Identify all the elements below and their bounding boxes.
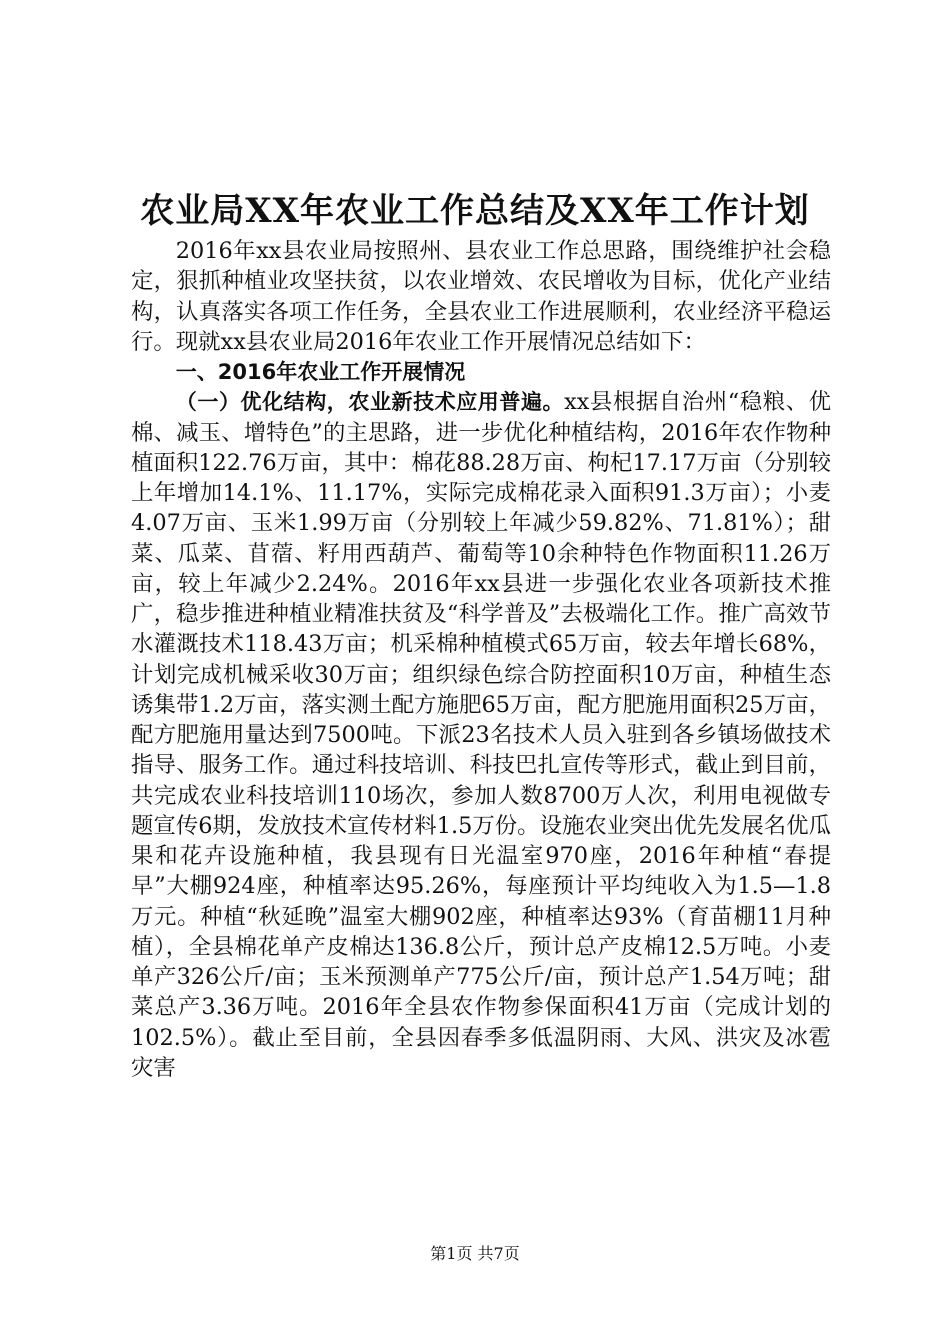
- document-body: [131, 236, 831, 1083]
- subsection-text: xx县根据自治州“稳粮、优棉、减玉、增特色”的主思路，进一步优化种植结构，2016年农作物种植面积122.76万亩，其中：棉花88.28万亩、枸杞17.17万亩（分别较上年增加14.1%、11.17%，实际完成棉花录入面积91.3万亩）；小麦4.07万亩、玉米1.99万亩（分别较上年减少59.82%、71.81%）；甜菜、瓜菜、苜蓿、籽用西葫芦、葡萄等10余种特色作物面积11.26万亩，较上年减少2.24%。2016年xx县进一步强化农业各项新技术推广，稳步推进种植业精准扶贫及“科学普及”去极端化工作。推广高效节水灌溉技术118.43万亩；机采棉种植模式65万亩，较去年增长68%，计划完成机械采收30万亩；组织绿色综合防控面积10万亩，种植生态诱集带1.2万亩，落实测土配方施肥65万亩，配方肥施用面积25万亩，配方肥施用量达到7500吨。下派23名技术人员入驻到各乡镇场做技术指导、服务工作。通过科技培训、科技巴扎宣传等形式，截止到目前，共完成农业科技培训110场次，参加人数8700万人次，利用电视做专题宣传6期，发放技术宣传材料1.5万份。设施农业突出优先发展名优瓜果和花卉设施种植，我县现有日光温室970座，2016年种植“春提早”大棚924座，种植率达95.26%，每座预计平均纯收入为1.5—1.8万元。种植“秋延晚”温室大棚902座，种植率达93%（育苗棚11月种植），全县棉花单产皮棉达136.8公斤，预计总产皮棉12.5万吨。小麦单产326公斤/亩；玉米预测单产775公斤/亩，预计总产1.54万吨；甜菜总产3.36万吨。2016年全县农作物参保面积41万亩（完成计划的102.5%）。截止至目前，全县因春季多低温阴雨、大风、洪灾及冰雹灾害: [131, 389, 832, 1081]
- page-footer: 第1页 共7页: [430, 1244, 520, 1263]
- section-heading: 一、2016年农业工作开展情况: [175, 360, 466, 384]
- document-title: 农业局XX年农业工作总结及XX年工作计划: [140, 191, 810, 231]
- subsection-heading: （一）优化结构，农业新技术应用普遍。: [175, 390, 565, 415]
- intro-paragraph: 2016年xx县农业局按照州、县农业工作总思路，围绕维护社会稳定，狠抓种植业攻坚扶贫，以农业增效、农民增收为目标，优化产业结构，认真落实各项工作任务，全县农业工作进展顺利，农业经济平稳运行。现就xx县农业局2016年农业工作开展情况总结如下：: [131, 238, 831, 355]
- subsection-paragraph: [131, 387, 831, 1083]
